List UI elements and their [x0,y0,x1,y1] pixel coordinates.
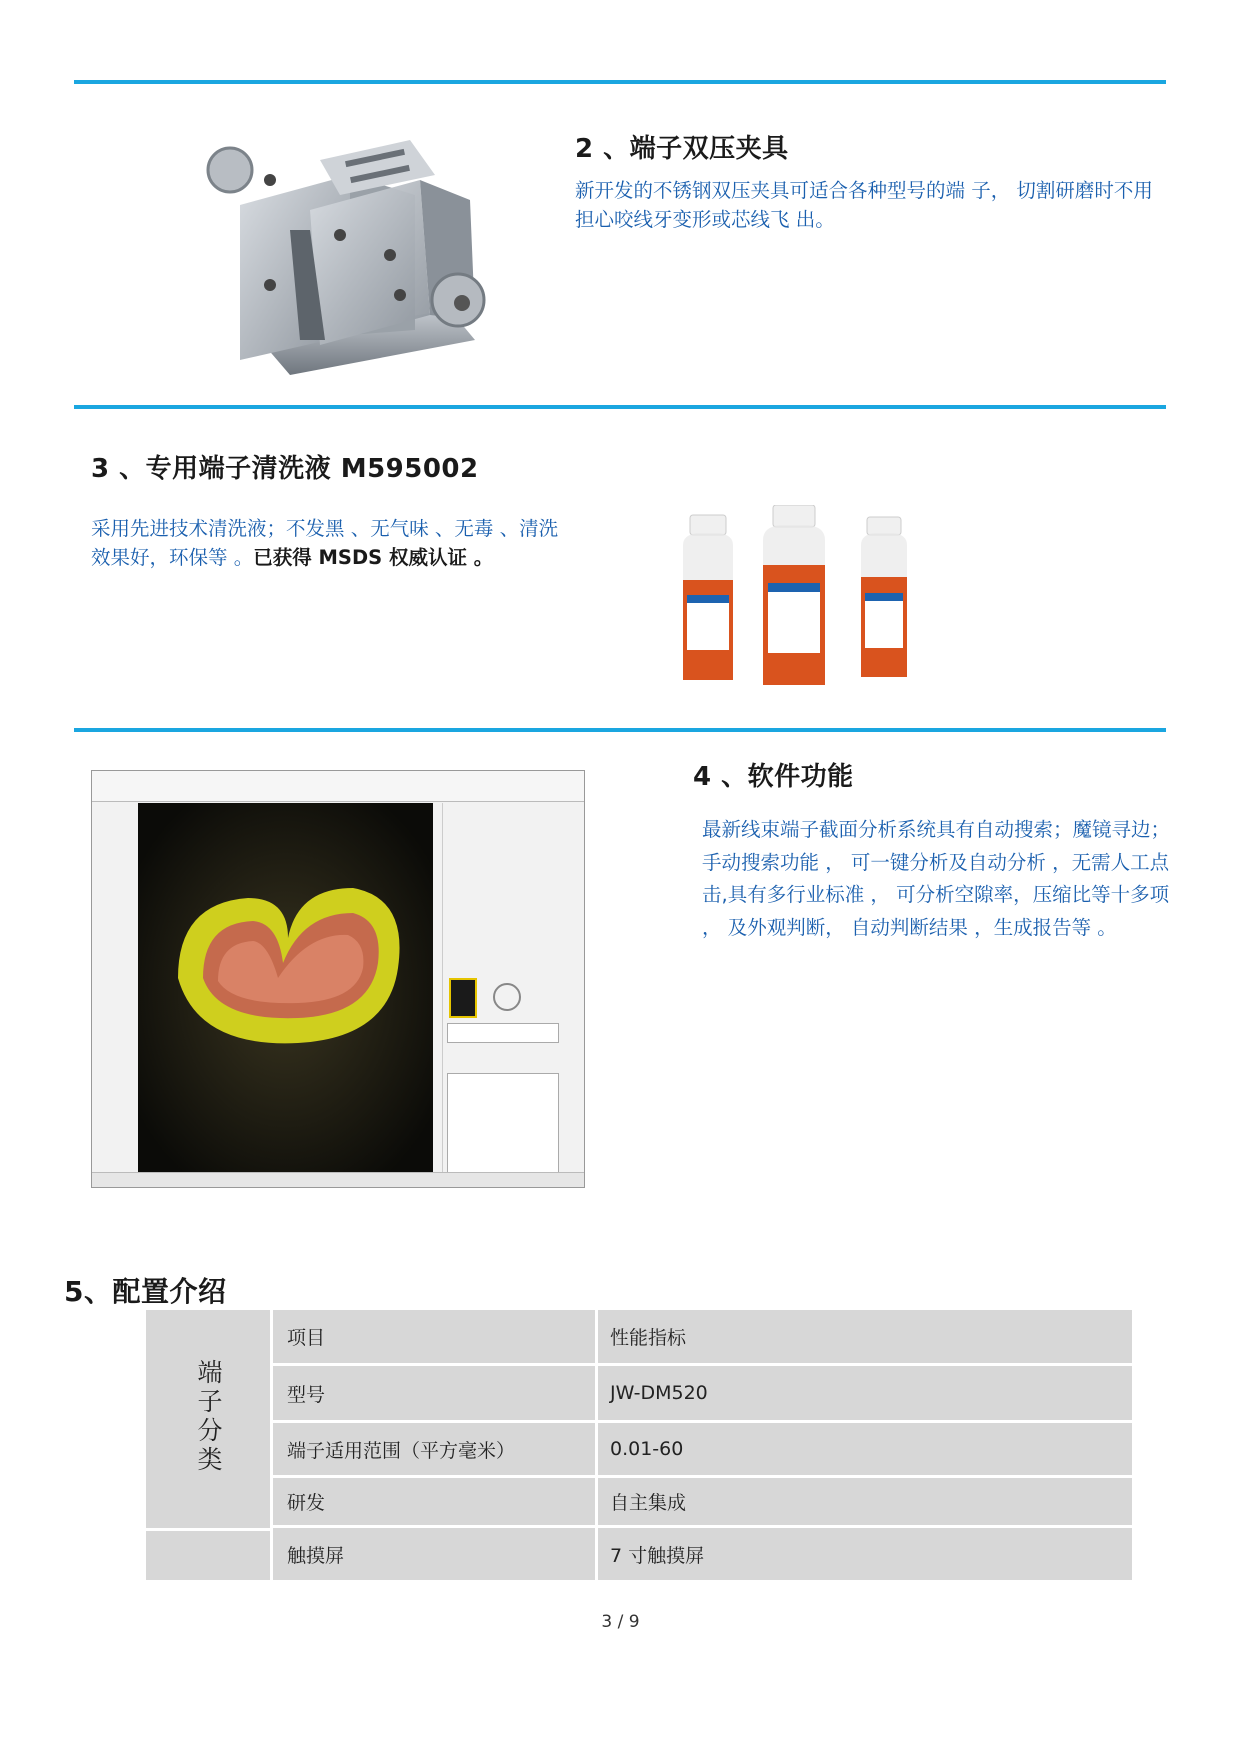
result-text-box [447,1073,559,1175]
section-4-title: 4 、软件功能 [693,762,854,792]
category-cell-empty [146,1528,273,1580]
table-row [146,1366,1132,1423]
section-divider [74,728,1166,732]
section-3-title: 3 、专用端子清洗液 M595002 [91,454,479,484]
software-screenshot [91,770,585,1188]
table-row [146,1423,1132,1478]
section-4-text: 最新线束端子截面分析系统具有自动搜索；魔镜寻边；手动搜索功能 ， 可一键分析及自动分析 ，无需人工点击,具有多行业标准 ， 可分析空隙率，压缩比等十多项 ， 及外观判断， 自动判断结果 ，生成报告等 。 [702,818,1171,939]
section-3-text [91,514,561,572]
value-cell: 自主集成 [598,1478,1132,1528]
value-cell: 0.01-60 [598,1423,1132,1478]
section-3-text-plain: 采用先进技术清洗液；不发黑 、无气味 、无毒 、清洗效果好，环保等 。 [91,517,559,569]
item-cell: 触摸屏 [273,1528,598,1580]
double-crimp-clamp-image [200,135,490,390]
tab-strip [447,1023,559,1043]
item-cell: 端子适用范围（平方毫米） [273,1423,598,1478]
value-cell: 7 寸触摸屏 [598,1528,1132,1580]
section-divider [74,80,1166,84]
thumbnail [449,978,477,1018]
item-cell: 项目 [273,1310,598,1366]
zoom-dial [493,983,521,1011]
table-row [146,1478,1132,1528]
category-cell [146,1310,273,1528]
terminal-cross-section-image [138,803,433,1178]
value-cell: 性能指标 [598,1310,1132,1366]
page-number: 3 / 9 [601,1612,640,1632]
software-toolbar [92,771,584,802]
item-cell: 型号 [273,1366,598,1423]
section-2-text: 新开发的不锈钢双压夹具可适合各种型号的端 子， 切割研磨时不用担心咬线牙变形或芯线飞 出。 [575,179,1153,231]
value-cell: JW-DM520 [598,1366,1132,1423]
category-label: 端子分类 [194,1358,223,1475]
software-side-panel [442,803,573,1178]
cross-section-view [138,803,433,1178]
section-2-title: 2 、端子双压夹具 [575,134,789,164]
section-3-certification: 已获得 MSDS 权威认证 。 [253,546,494,569]
item-cell: 研发 [273,1478,598,1528]
status-bar [92,1172,584,1187]
configuration-table [146,1310,1132,1580]
cleaning-fluid-bottles-image [675,505,945,690]
table-row [146,1310,1132,1366]
section-divider [74,405,1166,409]
table-row [146,1528,1132,1580]
section-5-title: 5、配置介绍 [64,1275,227,1308]
